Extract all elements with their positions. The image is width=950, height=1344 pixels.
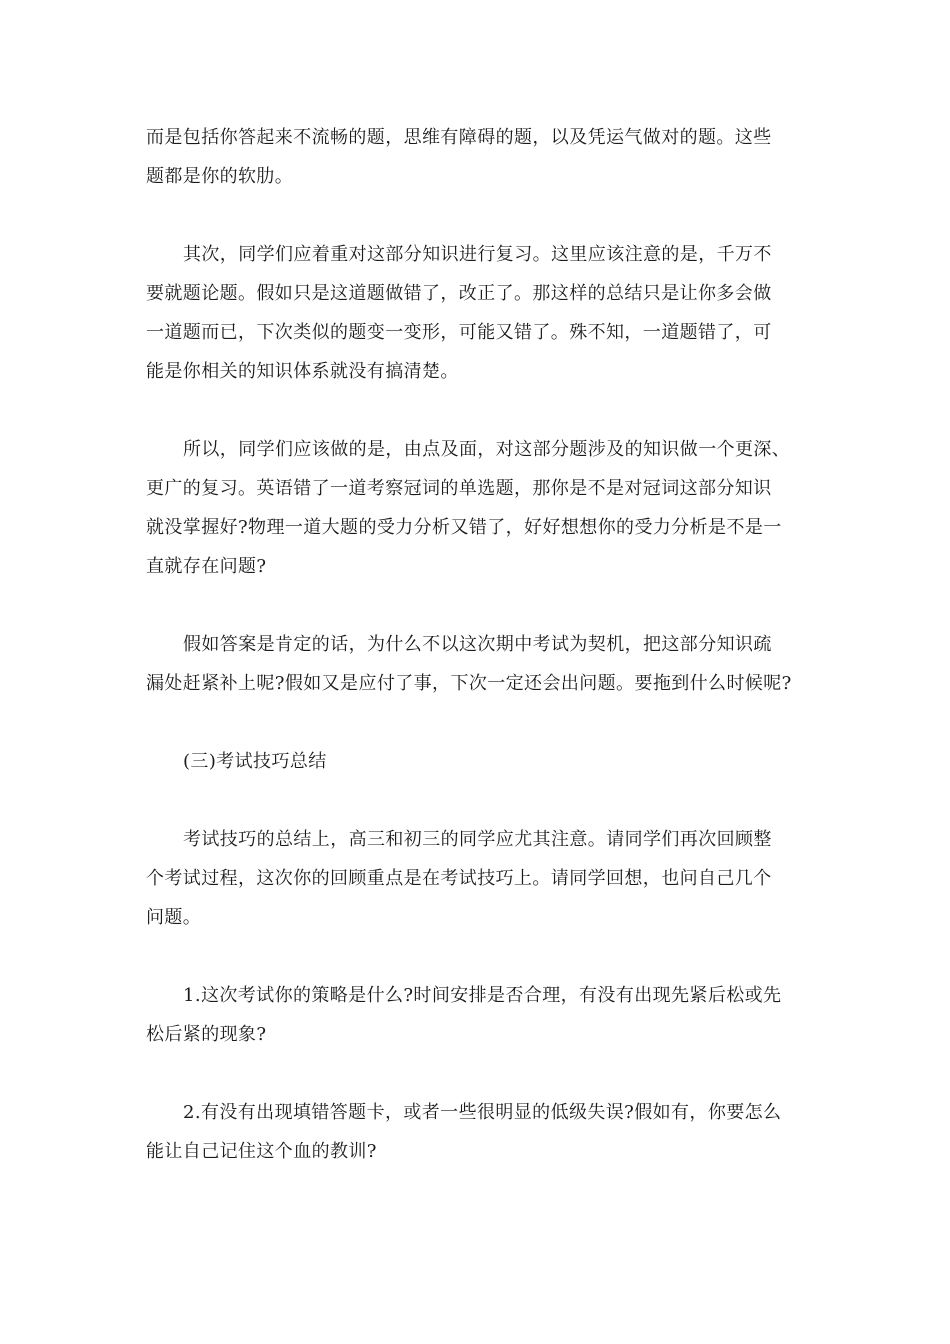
paragraph-line: 问题。 <box>146 907 202 928</box>
paragraph-line: 松后紧的现象? <box>146 1024 267 1045</box>
paragraph-6 <box>146 820 810 937</box>
paragraph-line: 其次，同学们应着重对这部分知识进行复习。这里应该注意的是，千万不 <box>183 244 772 265</box>
paragraph-line: 2.有没有出现填错答题卡，或者一些很明显的低级失误?假如有，你要怎么 <box>183 1102 782 1123</box>
paragraph-1 <box>146 118 810 196</box>
paragraph-line: 直就存在问题? <box>146 556 267 577</box>
document-body <box>146 118 810 1210</box>
list-item-2 <box>146 1093 810 1171</box>
list-item-1 <box>146 976 810 1054</box>
paragraph-line: 要就题论题。假如只是这道题做错了，改正了。那这样的总结只是让你多会做 <box>146 283 772 304</box>
paragraph-line: 就没掌握好?物理一道大题的受力分析又错了，好好想想你的受力分析是不是一 <box>146 517 782 538</box>
paragraph-line: 更广的复习。英语错了一道考察冠词的单选题，那你是不是对冠词这部分知识 <box>146 478 772 499</box>
paragraph-line: 能是你相关的知识体系就没有搞清楚。 <box>146 361 459 382</box>
paragraph-line: 而是包括你答起来不流畅的题，思维有障碍的题，以及凭运气做对的题。这些 <box>146 127 772 148</box>
paragraph-line: 考试技巧的总结上，高三和初三的同学应尤其注意。请同学们再次回顾整 <box>183 829 772 850</box>
paragraph-line: 题都是你的软肋。 <box>146 166 294 187</box>
paragraph-line: 漏处赶紧补上呢?假如又是应付了事，下次一定还会出问题。要拖到什么时候呢? <box>146 673 792 694</box>
section-heading-text: (三)考试技巧总结 <box>183 751 327 772</box>
paragraph-2 <box>146 235 810 391</box>
paragraph-4 <box>146 625 810 703</box>
paragraph-line: 个考试过程，这次你的回顾重点是在考试技巧上。请同学回想，也问自己几个 <box>146 868 772 889</box>
paragraph-3 <box>146 430 810 586</box>
paragraph-line: 能让自己记住这个血的教训? <box>146 1141 377 1162</box>
paragraph-line: 一道题而已，下次类似的题变一变形，可能又错了。殊不知，一道题错了，可 <box>146 322 772 343</box>
section-heading <box>146 742 810 781</box>
paragraph-line: 假如答案是肯定的话，为什么不以这次期中考试为契机，把这部分知识疏 <box>183 634 772 655</box>
paragraph-line: 1.这次考试你的策略是什么?时间安排是否合理，有没有出现先紧后松或先 <box>183 985 782 1006</box>
paragraph-line: 所以，同学们应该做的是，由点及面，对这部分题涉及的知识做一个更深、 <box>183 439 791 460</box>
